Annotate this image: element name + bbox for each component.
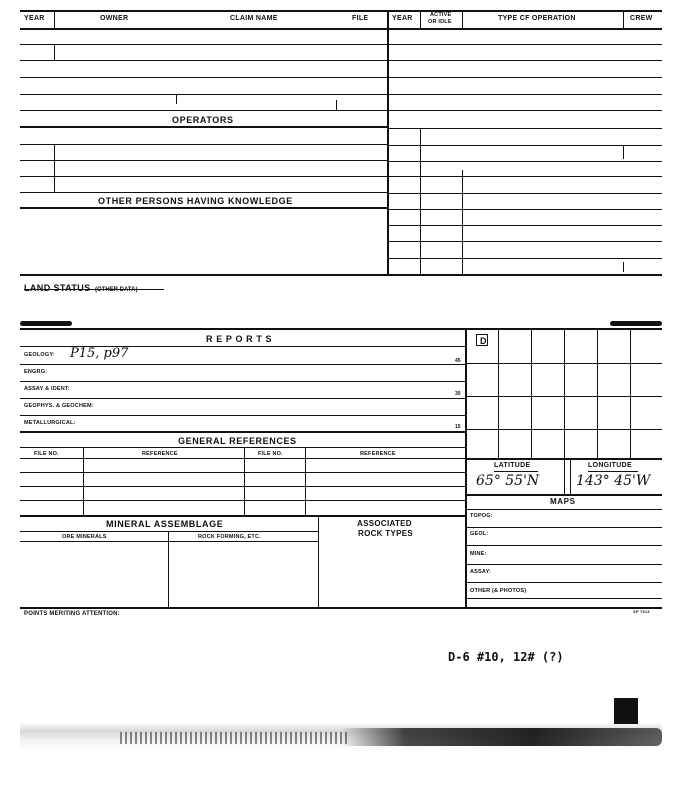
file-reference: D-6 #10, 12# (?) [448,650,564,664]
maps-topog: TOPOG: [470,513,493,519]
header-year: YEAR [24,15,45,22]
report-number-45: 45 [455,358,461,364]
metallurgical-label: METALLURGICAL: [24,420,76,426]
reports-heading: R E P O R T S [206,334,273,344]
latitude-value: 65° 55'N [476,473,540,489]
ref-reference-1: REFERENCE [142,451,178,457]
associated-rock-types-line1: ASSOCIATED [357,519,412,528]
header-active: ACTIVE [430,12,452,18]
associated-rock-types-line2: ROCK TYPES [358,529,414,538]
operators-heading: OPERATORS [172,115,234,125]
geology-label: GEOLOGY: [24,352,55,358]
report-number-30: 30 [455,391,461,397]
ref-file-no-1: FILE NO. [34,451,59,457]
longitude-value: 143° 45'W [576,473,651,489]
form-code: SP 7513 [633,609,650,614]
longitude-label: LONGITUDE [588,462,632,469]
maps-mine: MINE: [470,551,487,557]
mineral-assemblage-heading: MINERAL ASSEMBLAGE [106,519,224,529]
general-references-heading: GENERAL REFERENCES [178,436,297,446]
maps-geol: GEOL: [470,531,489,537]
land-status-label: LAND STATUS [24,283,91,293]
ref-reference-2: REFERENCE [360,451,396,457]
assay-ident-label: ASSAY & IDENT: [24,386,70,392]
header-claim-name: CLAIM NAME [230,15,278,22]
maps-assay: ASSAY: [470,569,492,575]
header-owner: OWNER [100,15,129,22]
maps-other: OTHER (& PHOTOS) [470,588,527,594]
other-persons-heading: OTHER PERSONS HAVING KNOWLEDGE [98,196,293,206]
ore-minerals-label: ORE MINERALS [62,534,107,540]
points-meriting-attention: POINTS MERITING ATTENTION: [24,611,120,617]
engrg-label: ENGRG: [24,369,48,375]
report-number-15: 15 [455,424,461,430]
grid-letter: D [480,336,487,346]
header-file: FILE [352,15,369,22]
registration-mark [614,698,638,724]
header-crew: CREW [630,15,653,22]
header-type-of-operation: TYPE CF OPERATION [498,15,576,22]
rock-forming-label: ROCK FORMING, ETC. [198,534,261,540]
header-or-idle: OR IDLE [428,19,452,25]
header-year-2: YEAR [392,15,413,22]
land-status-heading [24,278,137,296]
maps-heading: MAPS [550,497,576,506]
latitude-label: LATITUDE [494,462,531,469]
land-status-sub: (OTHER DATA) [95,287,138,293]
geology-value: P15, p97 [70,346,129,361]
geophys-label: GEOPHYS. & GEOCHEM: [24,403,94,409]
ref-file-no-2: FILE NO. [258,451,283,457]
